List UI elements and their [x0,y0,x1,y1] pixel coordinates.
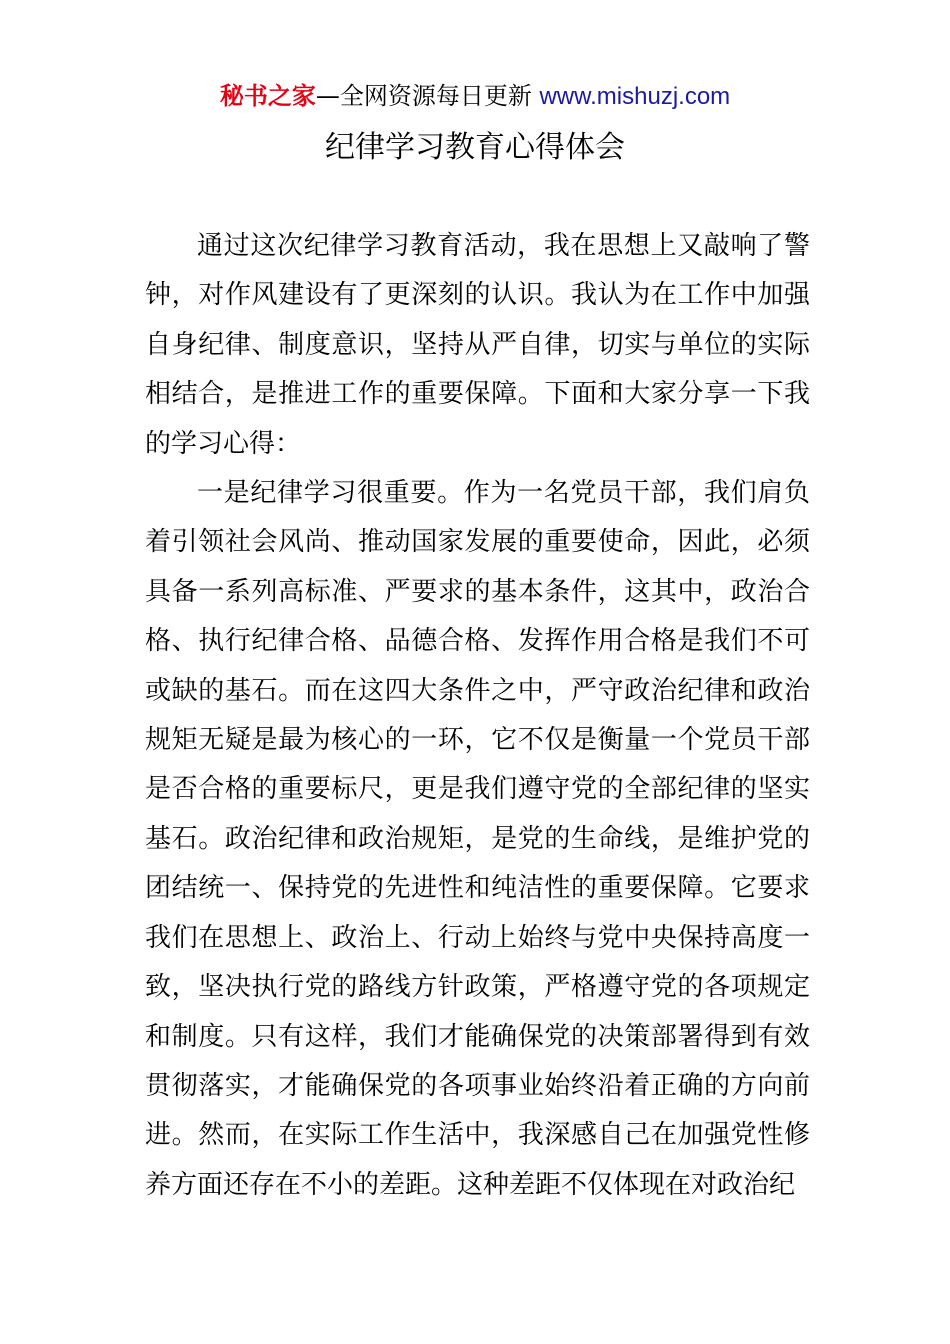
paragraph-intro: 通过这次纪律学习教育活动，我在思想上又敲响了警钟，对作风建设有了更深刻的认识。我认为在工作中加强自身纪律、制度意识，坚持从严自律，切实与单位的实际相结合，是推进工作的重要保障。下面和大家分享一下我的学习心得： [145,231,810,459]
document-body [145,222,810,1210]
document-title: 纪律学习教育心得体会 [325,130,625,165]
paragraph-point-one: 一是纪律学习很重要。作为一名党员干部，我们肩负着引领社会风尚、推动国家发展的重要使命，因此，必须具备一系列高标准、严要求的基本条件，这其中，政治合格、执行纪律合格、品德合格、发挥作用合格是我们不可或缺的基石。而在这四大条件之中，严守政治纪律和政治规矩无疑是最为核心的一环，它不仅是衡量一个党员干部是否合格的重要标尺，更是我们遵守党的全部纪律的坚实基石。政治纪律和政治规矩，是党的生命线，是维护党的团结统一、保持党的先进性和纯洁性的重要保障。它要求我们在思想上、政治上、行动上始终与党中央保持高度一致，坚决执行党的路线方针政策，严格遵守党的各项规定和制度。只有这样，我们才能确保党的决策部署得到有效贯彻落实，才能确保党的各项事业始终沿着正确的方向前进。然而，在实际工作生活中，我深感自己在加强党性修养方面还存在不小的差距。这种差距不仅体现在对政治纪 [145,478,810,1200]
site-header [0,80,950,113]
header-tagline: —全网资源每日更新 [315,82,532,110]
brand-name: 秘书之家 [219,82,316,110]
site-url-link[interactable]: www.mishuzj.com [539,83,731,110]
